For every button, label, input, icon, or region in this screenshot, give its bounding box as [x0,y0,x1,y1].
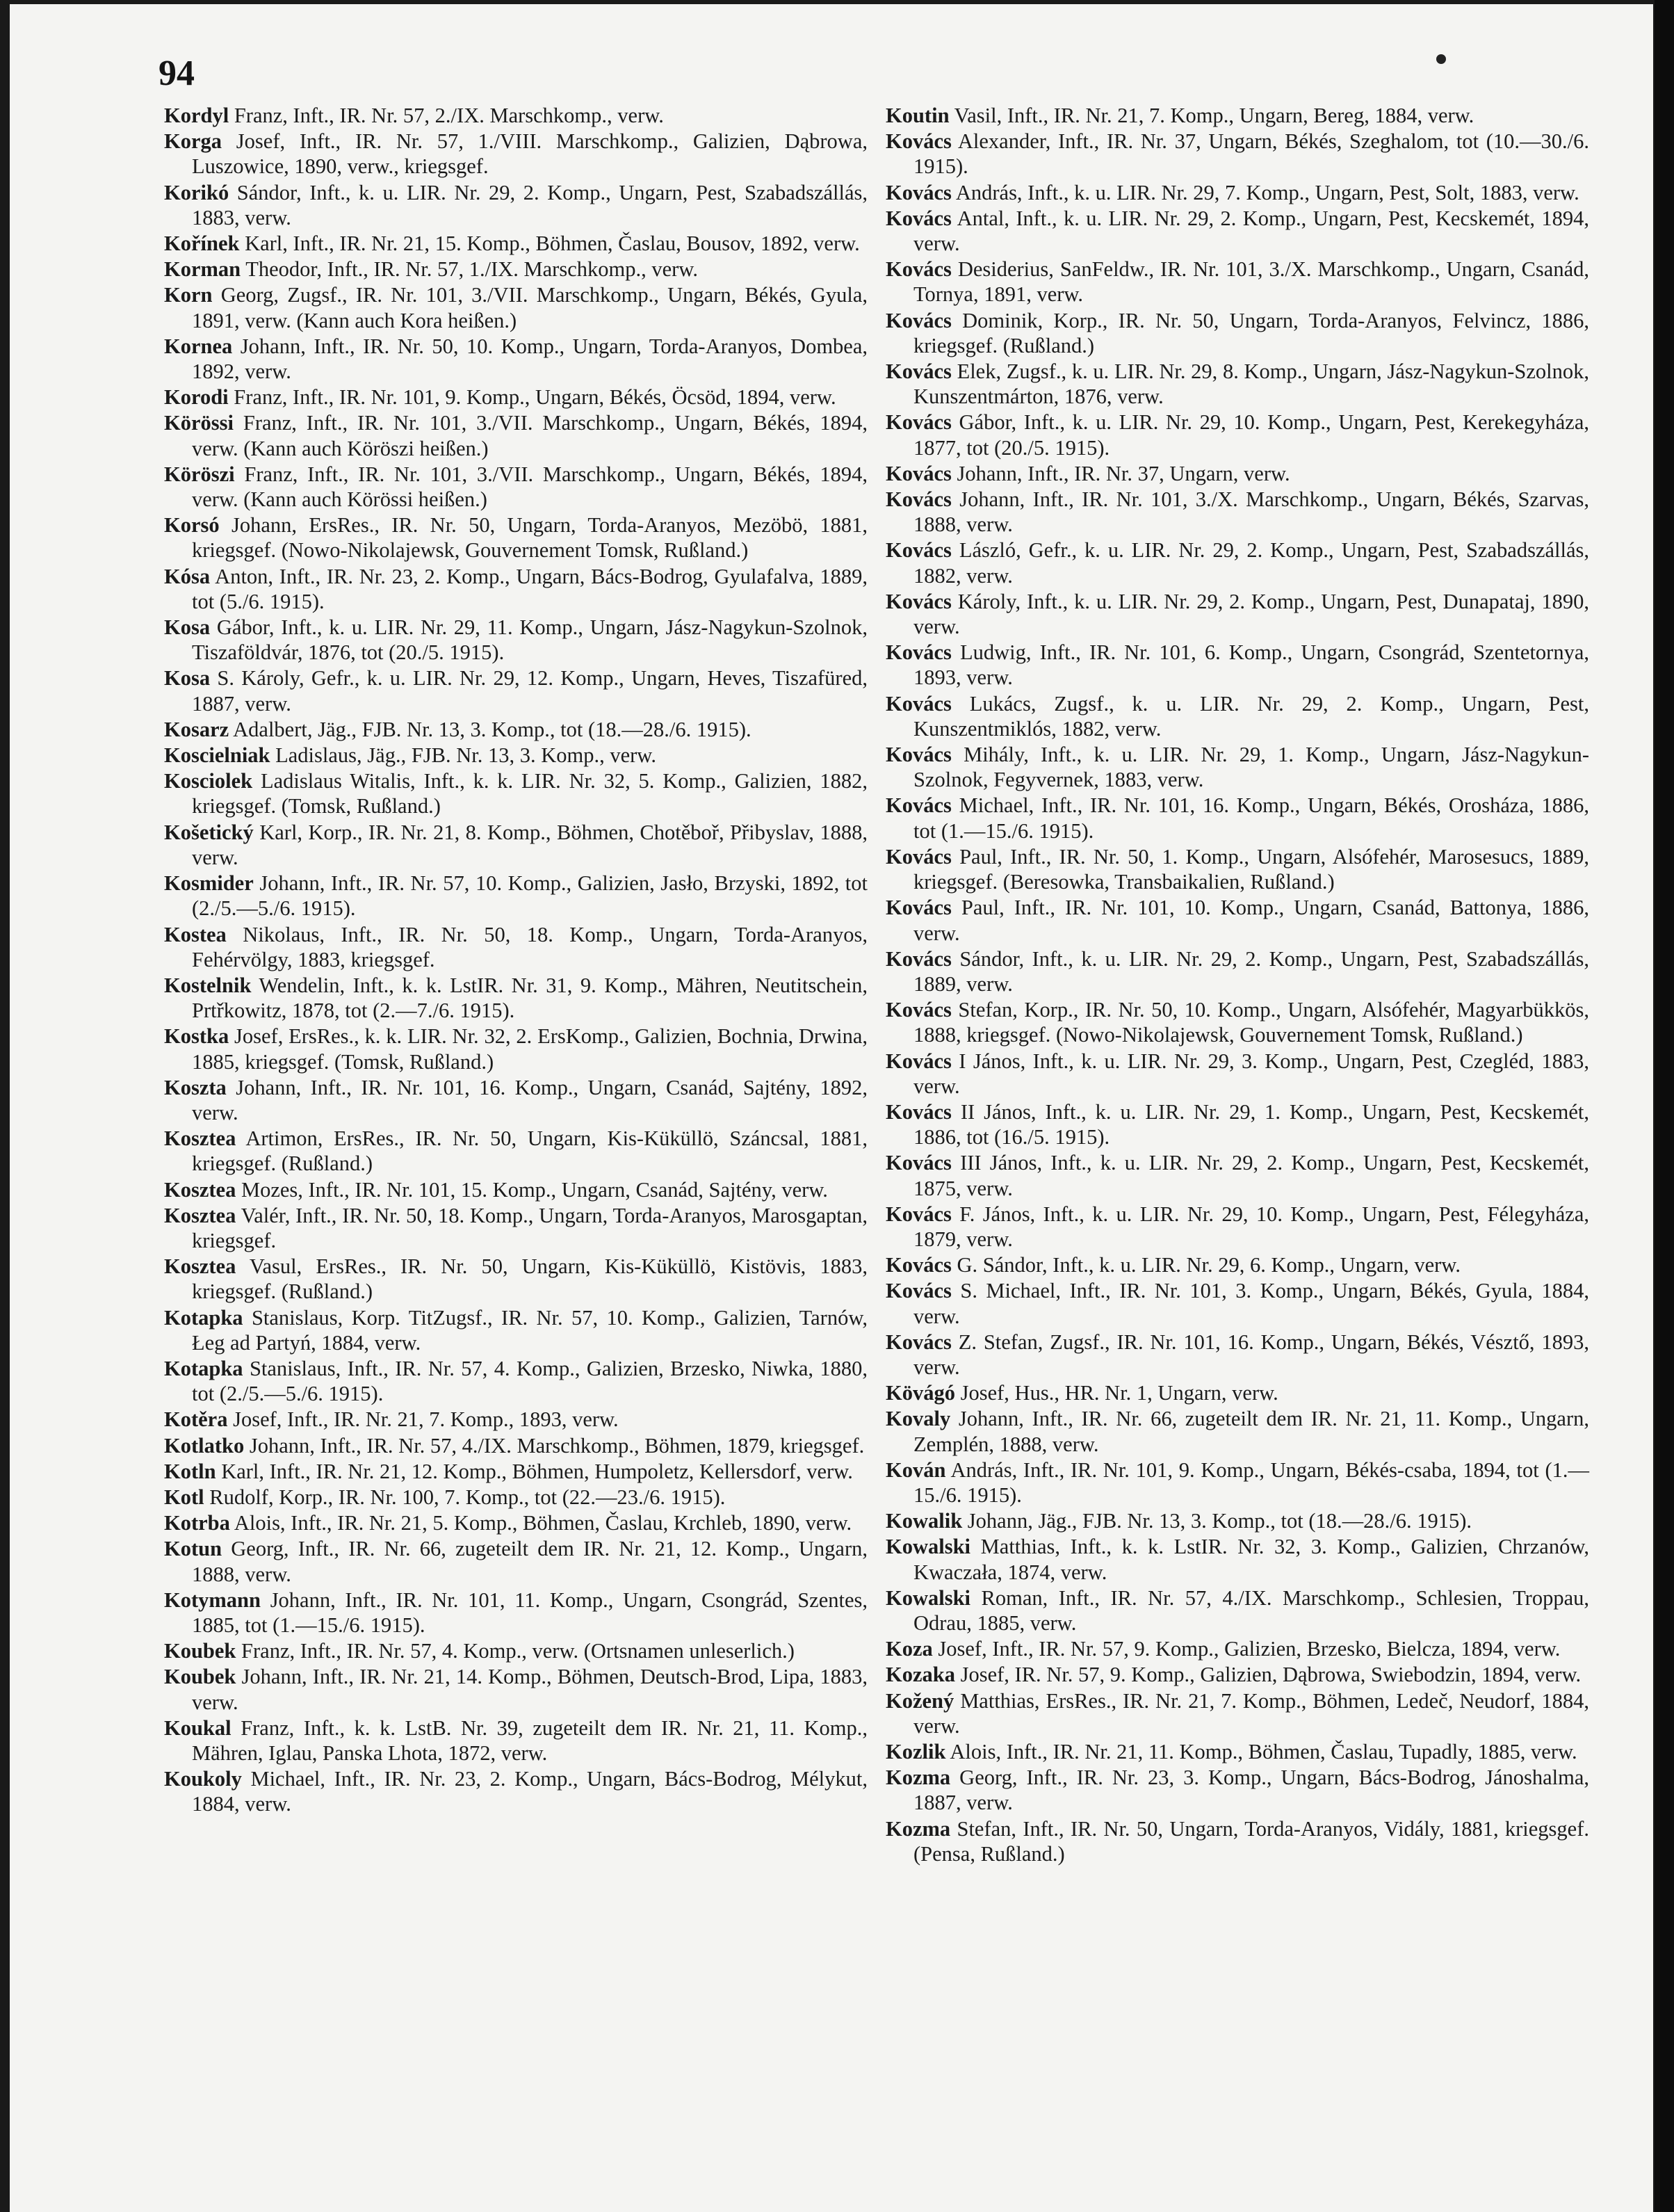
entry-details: Stanislaus, Inft., IR. Nr. 57, 4. Komp., Galizien, Brzesko, Niwka, 1880, tot (2./5.—5./6. 1915). [192,1356,868,1406]
list-item [164,180,868,230]
entry-details: Elek, Zugsf., k. u. LIR. Nr. 29, 8. Komp., Ungarn, Jász-Nagykun-Szolnok, Kunszentmárton, 1876, verw. [913,360,1589,409]
entry-surname: Kowalik [886,1509,963,1533]
list-item [164,743,868,768]
entry-surname: Kotěra [164,1407,228,1432]
entry-surname: Kovács [886,691,952,716]
list-item [886,129,1589,179]
entry-details: Dominik, Korp., IR. Nr. 50, Ungarn, Torda-Aranyos, Felvincz, 1886, kriegsgef. (Rußland.) [913,308,1589,357]
list-item [886,844,1589,894]
list-item [886,180,1589,205]
list-item [886,359,1589,409]
entry-surname: Kotl [164,1485,204,1509]
entry-details: Franz, Inft., IR. Nr. 101, 9. Komp., Ungarn, Békés, Öcsöd, 1894, verw. [234,385,836,410]
entry-surname: Korn [164,283,213,307]
entry-details: Franz, Inft., IR. Nr. 57, 2./IX. Marschkomp., verw. [234,104,664,127]
entry-details: Johann, Inft., IR. Nr. 57, 10. Komp., Galizien, Jasło, Brzyski, 1892, tot (2./5.—5./6. 1915). [192,871,868,921]
entry-surname: Kovács [886,743,952,767]
list-item [886,793,1589,843]
list-item [164,665,868,716]
list-item [886,640,1589,690]
list-item [164,1715,868,1766]
list-item [886,1202,1589,1252]
page-number: 94 [159,54,195,93]
list-item [164,1766,868,1816]
list-item [886,1636,1589,1661]
entry-details: Josef, IR. Nr. 57, 9. Komp., Galizien, Dąbrowa, Swiebodzin, 1894, verw. [960,1663,1582,1687]
list-item [886,257,1589,307]
entry-details: Matthias, Inft., k. k. LstIR. Nr. 32, 3. Komp., Galizien, Chrzanów, Kwaczała, 1874, verw. [913,1535,1590,1584]
list-item [886,308,1589,358]
entry-surname: Koscielniak [164,743,270,768]
entry-details: Johann, Inft., IR. Nr. 57, 4./IX. Marschkomp., Böhmen, 1879, kriegsgef. [249,1433,865,1458]
entry-surname: Kozaka [886,1663,955,1687]
entry-details: Michael, Inft., IR. Nr. 101, 16. Komp., Ungarn, Békés, Orosháza, 1886, tot (1.—15./6. 1915). [913,793,1590,843]
entry-details: Karl, Korp., IR. Nr. 21, 8. Komp., Böhmen, Chotěboř, Přibyslav, 1888, verw. [192,820,868,869]
entry-details: Franz, Inft., IR. Nr. 101, 3./VII. Marschkomp., Ungarn, Békés, 1894, verw. (Kann auch Körössi heißen.) [192,462,868,512]
list-item [886,1406,1589,1456]
entry-details: Gábor, Inft., k. u. LIR. Nr. 29, 10. Komp., Ungarn, Pest, Kerekegyháza, 1877, tot (20./5. 1915). [913,410,1590,460]
entry-details: Johann, Inft., IR. Nr. 66, zugeteilt dem IR. Nr. 21, 11. Komp., Ungarn, Zemplén, 1888, verw. [913,1407,1589,1456]
entry-surname: Kovács [886,589,952,613]
entry-surname: Kozma [886,1766,951,1790]
entry-details: I János, Inft., k. u. LIR. Nr. 29, 3. Komp., Ungarn, Pest, Czegléd, 1883, verw. [913,1049,1590,1098]
entry-details: Karl, Inft., IR. Nr. 21, 12. Komp., Böhmen, Humpoletz, Kellersdorf, verw. [221,1459,853,1483]
entry-details: Nikolaus, Inft., IR. Nr. 50, 18. Komp., Ungarn, Torda-Aranyos, Fehérvölgy, 1883, kriegsgef. [192,922,868,971]
entry-details: Gábor, Inft., k. u. LIR. Nr. 29, 11. Komp., Ungarn, Jász-Nagykun-Szolnok, Tiszaföldvár, 1876, tot (20./5. 1915). [192,615,868,665]
entry-surname: Košetický [164,820,254,844]
entry-surname: Koukal [164,1715,231,1740]
entry-details: S. Michael, Inft., IR. Nr. 101, 3. Komp., Ungarn, Békés, Gyula, 1884, verw. [913,1279,1589,1328]
list-item [164,1638,868,1663]
list-item [886,206,1589,256]
entry-details: Paul, Inft., IR. Nr. 101, 10. Komp., Ungarn, Csanád, Battonya, 1886, verw. [913,896,1590,945]
list-item [886,1380,1589,1405]
list-item [164,512,868,563]
list-item [164,1407,868,1432]
entry-surname: Kovács [886,410,952,435]
entry-details: Stanislaus, Korp. TitZugsf., IR. Nr. 57, 10. Komp., Galizien, Tarnów, Łeg ad Partyń, 1884, verw. [192,1305,868,1355]
entry-details: Ladislaus Witalis, Inft., k. k. LIR. Nr. 32, 5. Komp., Galizien, 1882, kriegsgef. (Tomsk, Rußland.) [192,769,868,818]
entry-details: Mozes, Inft., IR. Nr. 101, 15. Komp., Ungarn, Csanád, Sajtény, verw. [241,1177,828,1202]
entry-details: Johann, Jäg., FJB. Nr. 13, 3. Komp., tot (18.—28./6. 1915). [967,1509,1472,1533]
entry-details: Theodor, Inft., IR. Nr. 57, 1./IX. Marschkomp., verw. [245,257,698,282]
list-item [886,1252,1589,1277]
list-item [164,820,868,870]
entry-details: S. Károly, Gefr., k. u. LIR. Nr. 29, 12. Komp., Ungarn, Heves, Tiszafüred, 1887, verw. [192,666,868,716]
entry-surname: Kovács [886,1099,952,1124]
list-item [886,103,1589,128]
entry-surname: Kowalski [886,1585,971,1610]
entry-surname: Kotymann [164,1588,261,1612]
entry-surname: Kotlatko [164,1433,245,1458]
list-item [164,1356,868,1406]
entry-surname: Korodi [164,385,229,410]
entry-details: Johann, ErsRes., IR. Nr. 50, Ungarn, Torda-Aranyos, Mezöbö, 1881, kriegsgef. (Nowo-Nikolajewsk, Gouvernement Tomsk, Rußland.) [192,513,868,563]
entry-surname: Kostelnik [164,973,252,997]
entry-details: Lukács, Zugsf., k. u. LIR. Nr. 29, 2. Komp., Ungarn, Pest, Kunszentmiklós, 1882, verw. [913,691,1590,741]
entry-surname: Kořínek [164,232,240,256]
entry-surname: Kovács [886,206,952,230]
entry-surname: Koubek [164,1639,236,1663]
list-item [164,462,868,512]
list-item [886,1765,1589,1815]
entry-details: G. Sándor, Inft., k. u. LIR. Nr. 29, 6. Komp., Ungarn, verw. [957,1253,1461,1277]
list-item [164,129,868,179]
entry-surname: Kožený [886,1688,954,1713]
entry-surname: Kovaly [886,1407,951,1431]
list-item [886,589,1589,639]
entry-surname: Korikó [164,180,229,204]
entry-surname: Kovács [886,487,952,512]
list-item [886,1585,1589,1636]
entry-details: Josef, Hus., HR. Nr. 1, Ungarn, verw. [960,1381,1278,1405]
entry-details: Michael, Inft., IR. Nr. 23, 2. Komp., Ungarn, Bács-Bodrog, Mélykut, 1884, verw. [192,1767,868,1816]
entry-details: Wendelin, Inft., k. k. LstIR. Nr. 31, 9. Komp., Mähren, Neutitschein, Prtřkowitz, 1878, tot (2.—7./6. 1915). [192,973,868,1023]
entry-surname: Korsó [164,513,220,538]
entry-details: András, Inft., k. u. LIR. Nr. 29, 7. Komp., Ungarn, Pest, Solt, 1883, verw. [955,180,1579,204]
list-item [886,1099,1589,1149]
list-item [164,1433,868,1458]
entry-details: Anton, Inft., IR. Nr. 23, 2. Komp., Ungarn, Bács-Bodrog, Gyulafalva, 1889, tot (5./6. 1915). [192,564,868,613]
entry-details: Josef, ErsRes., k. k. LIR. Nr. 32, 2. ErsKomp., Galizien, Bochnia, Drwina, 1885, kriegsgef. (Tomsk, Rußland.) [192,1024,868,1074]
right-column [886,103,1589,1867]
entry-details: Rudolf, Korp., IR. Nr. 100, 7. Komp., tot (22.—23./6. 1915). [209,1485,726,1509]
list-item [886,1049,1589,1099]
document-page [10,4,1653,2212]
entry-details: Karl, Inft., IR. Nr. 21, 15. Komp., Böhmen, Časlau, Bousov, 1892, verw. [245,232,860,256]
entry-details: Franz, Inft., IR. Nr. 57, 4. Komp., verw. (Ortsnamen unleserlich.) [241,1639,795,1663]
entry-details: Johann, Inft., IR. Nr. 50, 10. Komp., Ungarn, Torda-Aranyos, Dombea, 1892, verw. [192,334,868,384]
entry-surname: Korman [164,257,241,282]
entry-surname: Kósa [164,564,211,588]
list-item [164,1664,868,1714]
list-item [164,615,868,665]
list-item [164,1254,868,1304]
entry-surname: Kordyl [164,104,229,127]
list-item [164,1510,868,1535]
ink-dot [1436,54,1446,64]
entry-surname: Kosztea [164,1203,236,1227]
list-item [164,768,868,818]
entry-surname: Koubek [164,1665,236,1689]
entry-details: Georg, Inft., IR. Nr. 66, zugeteilt dem IR. Nr. 21, 12. Komp., Ungarn, 1888, verw. [192,1537,868,1586]
entry-surname: Kovács [886,793,952,818]
entry-surname: Kostka [164,1024,229,1049]
list-item [164,973,868,1023]
entry-surname: Kövágó [886,1381,955,1405]
list-item [886,1458,1589,1508]
entry-details: Antal, Inft., k. u. LIR. Nr. 29, 2. Komp., Ungarn, Pest, Kecskemét, 1894, verw. [913,206,1589,256]
list-item [886,742,1589,792]
entry-surname: Kozma [886,1816,951,1841]
entry-details: Franz, Inft., IR. Nr. 101, 3./VII. Marschkomp., Ungarn, Békés, 1894, verw. (Kann auch Köröszi heißen.) [192,411,868,460]
entry-surname: Kosztea [164,1177,236,1202]
entry-surname: Kotapka [164,1356,243,1380]
list-item [886,1662,1589,1687]
entry-details: Adalbert, Jäg., FJB. Nr. 13, 3. Komp., tot (18.—28./6. 1915). [233,717,751,741]
entry-details: F. János, Inft., k. u. LIR. Nr. 29, 10. Komp., Ungarn, Pest, Félegyháza, 1879, verw. [913,1202,1589,1251]
list-item [886,538,1589,588]
entry-surname: Kotrba [164,1511,230,1535]
entry-details: Georg, Zugsf., IR. Nr. 101, 3./VII. Marschkomp., Ungarn, Békés, Gyula, 1891, verw. (Kann auch Kora heißen.) [192,283,868,332]
list-item [886,461,1589,486]
list-item [164,1485,868,1510]
entry-surname: Kovács [886,1279,952,1303]
list-item [164,871,868,921]
list-item [886,1534,1589,1584]
entry-surname: Kovács [886,360,952,384]
entry-surname: Koza [886,1637,933,1661]
entry-surname: Kosarz [164,717,229,741]
entry-surname: Kovács [886,308,952,332]
entry-surname: Kornea [164,334,233,358]
entry-surname: Körössi [164,411,234,435]
entry-surname: Kovács [886,1151,952,1175]
list-item [886,1688,1589,1738]
entry-details: Sándor, Inft., k. u. LIR. Nr. 29, 2. Komp., Ungarn, Pest, Szabadszállás, 1883, verw. [192,180,868,229]
list-item [164,1075,868,1125]
entry-details: Desiderius, SanFeldw., IR. Nr. 101, 3./X. Marschkomp., Ungarn, Csanád, Tornya, 1891, verw. [913,257,1589,307]
entry-surname: Kovács [886,844,952,869]
entry-details: Alois, Inft., IR. Nr. 21, 5. Komp., Böhmen, Časlau, Krchleb, 1890, verw. [234,1511,852,1535]
list-item [164,1203,868,1253]
list-item [886,997,1589,1047]
list-item [164,717,868,742]
list-item [164,231,868,256]
entry-surname: Korga [164,129,222,154]
list-item [164,1536,868,1586]
entry-surname: Kovács [886,1049,952,1073]
entry-details: Stefan, Korp., IR. Nr. 50, 10. Komp., Ungarn, Alsófehér, Magyarbükkös, 1888, kriegsgef. (Nowo-Nikolajewsk, Gouvernement Tomsk, Rußland.) [913,998,1589,1047]
entry-details: Vasul, ErsRes., IR. Nr. 50, Ungarn, Kis-Küküllö, Kistövis, 1883, kriegsgef. (Rußland.) [192,1254,868,1304]
entry-details: Georg, Inft., IR. Nr. 23, 3. Komp., Ungarn, Bács-Bodrog, Jánoshalma, 1887, verw. [913,1766,1590,1815]
entry-details: Johann, Inft., IR. Nr. 101, 3./X. Marschkomp., Ungarn, Békés, Szarvas, 1888, verw. [913,487,1590,537]
list-item [886,1508,1589,1533]
list-item [886,1278,1589,1328]
entry-surname: Kosmider [164,871,254,896]
entry-surname: Koutin [886,104,950,127]
entry-surname: Kosciolek [164,769,253,793]
entry-surname: Kotun [164,1537,222,1561]
list-item [886,1150,1589,1200]
entry-details: III János, Inft., k. u. LIR. Nr. 29, 2. Komp., Ungarn, Pest, Kecskemét, 1875, verw. [913,1151,1589,1200]
entry-details: Johann, Inft., IR. Nr. 37, Ungarn, verw. [957,461,1290,485]
list-item [164,1126,868,1176]
entry-details: Mihály, Inft., k. u. LIR. Nr. 29, 1. Komp., Ungarn, Jász-Nagykun-Szolnok, Fegyvernek, 1883, verw. [913,743,1590,792]
entry-details: Alexander, Inft., IR. Nr. 37, Ungarn, Békés, Szeghalom, tot (10.—30./6. 1915). [913,129,1589,179]
entry-surname: Kovács [886,998,952,1022]
list-item [164,410,868,460]
entry-details: Josef, Inft., IR. Nr. 57, 1./VIII. Marschkomp., Galizien, Dąbrowa, Luszowice, 1890, verw., kriegsgef. [192,129,868,179]
list-item [886,1816,1589,1866]
entry-surname: Kovács [886,1253,952,1277]
entry-details: II János, Inft., k. u. LIR. Nr. 29, 1. Komp., Ungarn, Pest, Kecskemét, 1886, tot (16./5. 1915). [913,1099,1589,1149]
list-item [164,1459,868,1484]
list-item [164,282,868,332]
entry-details: András, Inft., IR. Nr. 101, 9. Komp., Ungarn, Békés-csaba, 1894, tot (1.—15./6. 1915). [913,1458,1589,1507]
entry-surname: Kostea [164,922,227,946]
entry-surname: Kosa [164,615,211,640]
entry-surname: Kovács [886,640,952,665]
scan-edge [1655,0,1674,2212]
entry-details: Matthias, ErsRes., IR. Nr. 21, 7. Komp., Böhmen, Ledeč, Neudorf, 1884, verw. [913,1688,1590,1738]
entry-details: Roman, Inft., IR. Nr. 57, 4./IX. Marschkomp., Schlesien, Troppau, Odrau, 1885, verw. [913,1585,1590,1635]
entry-surname: Kovács [886,538,952,563]
list-item [886,1739,1589,1764]
entry-details: Franz, Inft., k. k. LstB. Nr. 39, zugeteilt dem IR. Nr. 21, 11. Komp., Mähren, Iglau, Panska Lhota, 1872, verw. [192,1715,868,1765]
entry-surname: Kotln [164,1459,216,1483]
list-item [164,1177,868,1202]
entry-details: Johann, Inft., IR. Nr. 21, 14. Komp., Böhmen, Deutsch-Brod, Lipa, 1883, verw. [192,1665,868,1714]
list-item [164,564,868,614]
list-item [164,1588,868,1638]
entry-surname: Kovács [886,896,952,920]
entry-details: Sándor, Inft., k. u. LIR. Nr. 29, 2. Komp., Ungarn, Pest, Szabadszállás, 1889, verw. [913,946,1590,996]
entry-surname: Kosztea [164,1127,236,1151]
entry-details: Johann, Inft., IR. Nr. 101, 16. Komp., Ungarn, Csanád, Sajtény, 1892, verw. [192,1075,868,1124]
entry-surname: Kovács [886,461,952,485]
entry-details: Stefan, Inft., IR. Nr. 50, Ungarn, Torda-Aranyos, Vidály, 1881, kriegsgef. (Pensa, Rußland.) [913,1816,1589,1866]
left-column [164,103,868,1818]
entry-surname: Kován [886,1458,946,1482]
entry-surname: Koszta [164,1075,227,1099]
entry-details: Artimon, ErsRes., IR. Nr. 50, Ungarn, Kis-Küküllö, Száncsal, 1881, kriegsgef. (Rußland.) [192,1127,868,1176]
list-item [164,257,868,282]
list-item [886,410,1589,460]
entry-surname: Kosa [164,666,211,691]
entry-details: Károly, Inft., k. u. LIR. Nr. 29, 2. Komp., Ungarn, Pest, Dunapataj, 1890, verw. [913,589,1590,639]
entry-surname: Köröszi [164,462,235,486]
entry-details: Vasil, Inft., IR. Nr. 21, 7. Komp., Ungarn, Bereg, 1884, verw. [954,104,1474,127]
list-item [886,895,1589,945]
list-item [164,922,868,972]
list-item [164,103,868,128]
entry-surname: Koukoly [164,1767,242,1791]
list-item [164,385,868,410]
entry-details: Z. Stefan, Zugsf., IR. Nr. 101, 16. Komp., Ungarn, Békés, Vésztő, 1893, verw. [913,1330,1590,1379]
entry-surname: Kovács [886,180,952,204]
entry-surname: Kotapka [164,1305,243,1330]
entry-details: Josef, Inft., IR. Nr. 57, 9. Komp., Galizien, Brzesko, Bielcza, 1894, verw. [938,1637,1561,1661]
entry-surname: Kovács [886,129,952,154]
entry-surname: Kosztea [164,1254,236,1279]
entry-surname: Kowalski [886,1535,971,1559]
list-item [886,691,1589,741]
entry-details: Ladislaus, Jäg., FJB. Nr. 13, 3. Komp., verw. [275,743,656,768]
entry-details: Paul, Inft., IR. Nr. 50, 1. Komp., Ungarn, Alsófehér, Marosesucs, 1889, kriegsgef. (Beresowka, Transbaikalien, Rußland.) [913,844,1589,894]
entry-details: Josef, Inft., IR. Nr. 21, 7. Komp., 1893, verw. [233,1407,619,1432]
list-item [886,1330,1589,1380]
list-item [886,487,1589,537]
entry-details: Johann, Inft., IR. Nr. 101, 11. Komp., Ungarn, Csongrád, Szentes, 1885, tot (1.—15./6. 1915). [192,1588,868,1637]
list-item [886,946,1589,996]
entry-surname: Kovács [886,1202,952,1226]
list-item [164,1305,868,1355]
entry-details: László, Gefr., k. u. LIR. Nr. 29, 2. Komp., Ungarn, Pest, Szabadszállás, 1882, verw. [913,538,1589,588]
entry-details: Alois, Inft., IR. Nr. 21, 11. Komp., Böhmen, Časlau, Tupadly, 1885, verw. [950,1740,1577,1763]
entry-details: Valér, Inft., IR. Nr. 50, 18. Komp., Ungarn, Torda-Aranyos, Marosgaptan, kriegsgef. [192,1203,868,1252]
list-item [164,1024,868,1074]
entry-surname: Kovács [886,1330,952,1354]
entry-surname: Kovács [886,946,952,971]
entry-details: Ludwig, Inft., IR. Nr. 101, 6. Komp., Ungarn, Csongrád, Szentetornya, 1893, verw. [913,640,1590,690]
entry-surname: Kovács [886,257,952,282]
list-item [164,334,868,384]
entry-surname: Kozlik [886,1740,946,1763]
